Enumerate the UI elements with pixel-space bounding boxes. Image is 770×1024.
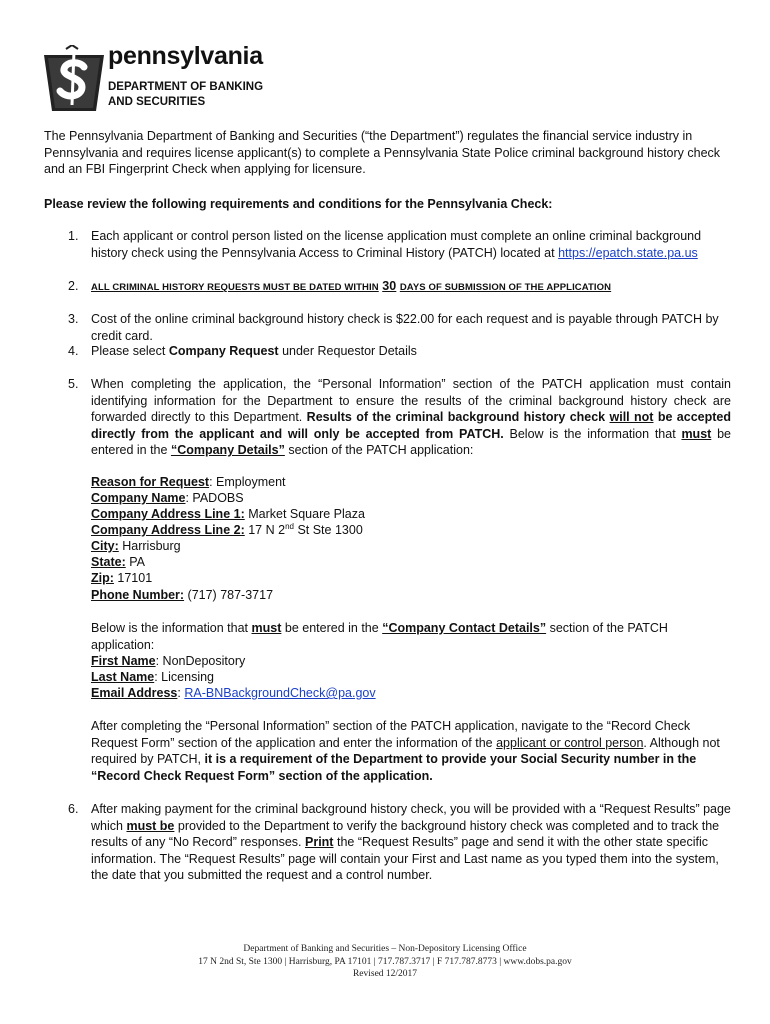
pa-dobs-logo: [44, 43, 284, 113]
contact-last-name-field: Last Name: Licensing: [91, 670, 214, 684]
list-number: 5.: [68, 377, 79, 391]
company-phone-field: Phone Number: (717) 787-3717: [91, 588, 274, 602]
contact-email-field: Email Address: RA-BNBackgroundCheck@pa.gov: [91, 686, 376, 700]
brand-name: pennsylvania: [108, 42, 263, 70]
list-item-6: After making payment for the criminal background history check, you will be provided with a “Request Results” page which must be provided to the Department to verify the background history check was completed and to track the results of any “No Record” responses. Print the “Request Results” page and send it with the other state specific information. The “Request Results” page will contain your First and Last name as you typed them into the system, the date that you submitted the request and a control number.: [91, 802, 731, 883]
department-name: DEPARTMENT OF BANKING AND SECURITIES: [108, 81, 264, 108]
company-reason-field: Reason for Request: Employment: [91, 475, 286, 489]
company-name-field: Company Name: PADOBS: [91, 491, 244, 505]
email-link[interactable]: RA-BNBackgroundCheck@pa.gov: [184, 686, 376, 700]
section-heading: Please review the following requirements and conditions for the Pennsylvania Check:: [44, 197, 553, 211]
company-state-field: State: PA: [91, 555, 145, 569]
list-item-4: Please select Company Request under Requestor Details: [91, 344, 417, 358]
list-item-5: When completing the application, the “Personal Information” section of the PATCH application must contain identifying information for the Department to ensure the results of the criminal background history check are forwarded directly to this Department. Results of the criminal background history check will not be accepted directly from the applicant and will only be accepted from PATCH. Below is the information that must be entered in the “Company Details” section of the PATCH application:: [91, 377, 731, 458]
footer-revision: Revised 12/2017: [352, 969, 418, 979]
list-item-1: Each applicant or control person listed on the license application must complete an online criminal background history check using the Pennsylvania Access to Criminal History (PATCH) located at https://epatch.state.pa.us: [91, 229, 702, 260]
list-number: 1.: [68, 229, 79, 243]
company-zip-field: Zip: 17101: [91, 571, 153, 585]
company-address2-field: Company Address Line 2: 17 N 2nd St Ste 1300: [91, 521, 363, 537]
contact-first-name-field: First Name: NonDepository: [91, 654, 246, 668]
list-item-3: Cost of the online criminal background history check is $22.00 for each request and is payable through PATCH by credit card.: [91, 312, 719, 343]
list-number: 2.: [68, 279, 79, 293]
list-number: 3.: [68, 312, 79, 326]
intro-paragraph: The Pennsylvania Department of Banking and Securities (“the Department”) regulates the financial service industry in Pennsylvania and requires license applicant(s) to complete a Pennsylvania State Police criminal background history check and an FBI Fingerprint Check when applying for licensure.: [44, 129, 721, 177]
footer: [0, 943, 770, 981]
company-address1-field: Company Address Line 1: Market Square Plaza: [91, 507, 365, 521]
list-number: 4.: [68, 344, 79, 358]
record-check-paragraph: After completing the “Personal Information” section of the PATCH application, navigate to the “Record Check Request Form” section of the application and enter the information of the applicant or control person. Although not required by PATCH, it is a requirement of the Department to provide your Social Security number in the “Record Check Request Form” section of the application.: [91, 719, 720, 783]
contact-intro: Below is the information that must be entered in the “Company Contact Details” section of the PATCH application:: [91, 621, 668, 652]
company-city-field: City: Harrisburg: [91, 539, 181, 553]
footer-address: 17 N 2nd St, Ste 1300 | Harrisburg, PA 17101 | 717.787.3717 | F 717.787.8773 | www.dobs.pa.gov: [198, 956, 572, 967]
list-number: 6.: [68, 802, 79, 816]
patch-link[interactable]: https://epatch.state.pa.us: [558, 245, 698, 260]
list-item-2: ALL CRIMINAL HISTORY REQUESTS MUST BE DATED WITHIN 30 DAYS OF SUBMISSION OF THE APPLICATION: [91, 279, 612, 293]
keystone-logo-icon: [44, 45, 104, 111]
footer-office: Department of Banking and Securities – Non-Depository Licensing Office: [243, 944, 527, 954]
